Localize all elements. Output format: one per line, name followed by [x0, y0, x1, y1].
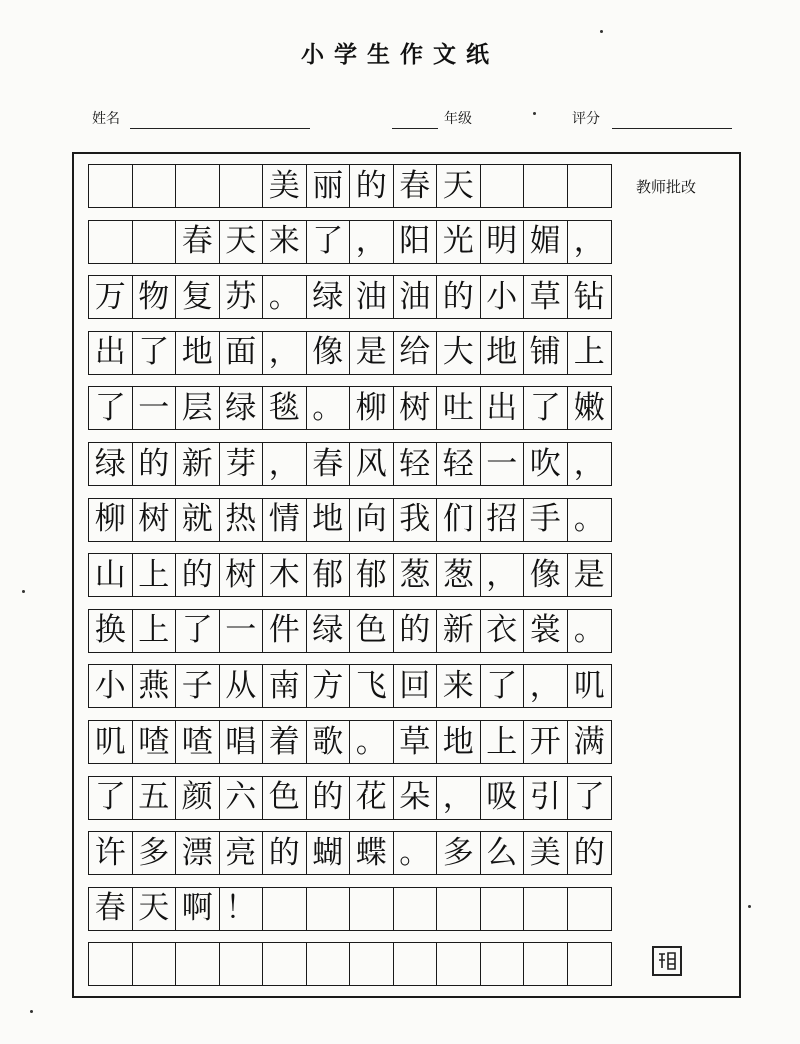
grid-cell: 新 — [176, 443, 220, 485]
grid-cell — [89, 165, 133, 207]
seal-stamp — [652, 946, 682, 976]
grid-cell: 芽 — [220, 443, 264, 485]
grid-cell: 面 — [220, 332, 264, 374]
grid-cell: 了 — [573, 779, 605, 816]
grid-cell: 天 — [133, 888, 177, 930]
grid-cell: ， — [573, 445, 605, 482]
grid-cell: 绿 — [307, 610, 351, 652]
grid-cell: 木 — [263, 554, 307, 596]
grade-label: 年级 — [444, 111, 472, 127]
grid-cell: 了 — [89, 387, 133, 429]
grid-cell: 叽 — [573, 667, 605, 704]
grid-cell: 了 — [89, 777, 133, 819]
grid-cell: 油 — [394, 276, 438, 318]
grid-cell: 子 — [176, 665, 220, 707]
grid-cell: ， — [263, 443, 307, 485]
grid-cell: 轻 — [394, 443, 438, 485]
grid-cell: 的 — [350, 165, 394, 207]
grid-cell: ， — [263, 332, 307, 374]
grid-cell — [220, 943, 264, 985]
grid-cell: 就 — [176, 499, 220, 541]
grid-cell — [220, 165, 264, 207]
grid-cell: 春 — [394, 165, 438, 207]
grid-cell: 上 — [573, 334, 605, 371]
grid-cell: 葱 — [437, 554, 481, 596]
grid-cell: 着 — [263, 721, 307, 763]
grid-cell: 吸 — [481, 777, 525, 819]
grid-row — [88, 442, 612, 486]
grid-cell: 从 — [220, 665, 264, 707]
grid-cell: 葱 — [394, 554, 438, 596]
grade-field-line[interactable] — [392, 128, 438, 129]
grid-cell: 大 — [437, 332, 481, 374]
grid-row — [88, 609, 612, 653]
grid-cell: 绿 — [220, 387, 264, 429]
grid-cell: 开 — [524, 721, 568, 763]
grid-row — [88, 331, 612, 375]
grid-cell: 蝴 — [307, 832, 351, 874]
grid-cell: 媚 — [524, 221, 568, 263]
grid-cell: 苏 — [220, 276, 264, 318]
grid-cell — [437, 943, 481, 985]
grid-cell: 裳 — [524, 610, 568, 652]
grid-row — [88, 220, 612, 264]
grid-cell: 钻 — [573, 278, 605, 315]
grid-cell — [394, 888, 438, 930]
grid-cell: 五 — [133, 777, 177, 819]
grid-cell: 地 — [481, 332, 525, 374]
grid-cell: 像 — [524, 554, 568, 596]
grid-cell — [176, 165, 220, 207]
grid-cell: 吐 — [437, 387, 481, 429]
grid-cell: 出 — [481, 387, 525, 429]
grid-cell — [524, 165, 568, 207]
grid-cell: 地 — [437, 721, 481, 763]
grid-cell — [568, 943, 612, 985]
grid-cell — [350, 888, 394, 930]
grid-cell: 树 — [394, 387, 438, 429]
grid-cell — [568, 165, 612, 207]
grid-cell: 了 — [176, 610, 220, 652]
grid-cell: 草 — [394, 721, 438, 763]
grid-cell — [481, 943, 525, 985]
grid-cell: 的 — [394, 610, 438, 652]
grid-cell: 许 — [89, 832, 133, 874]
grid-cell: 亮 — [220, 832, 264, 874]
grid-cell — [89, 221, 133, 263]
grid-cell: 热 — [220, 499, 264, 541]
grid-cell: 来 — [263, 221, 307, 263]
grid-cell: 轻 — [437, 443, 481, 485]
grid-cell: 啊 — [176, 888, 220, 930]
grid-cell: 树 — [133, 499, 177, 541]
grid-cell: 光 — [437, 221, 481, 263]
grid-cell: 朵 — [394, 777, 438, 819]
grid-cell: 春 — [176, 221, 220, 263]
grid-cell: 美 — [524, 832, 568, 874]
grid-cell: 铺 — [524, 332, 568, 374]
grid-cell: 歌 — [307, 721, 351, 763]
page-title: 小学生作文纸 — [301, 41, 499, 68]
grid-cell: ， — [524, 665, 568, 707]
grid-cell: 手 — [524, 499, 568, 541]
grid-cell — [133, 221, 177, 263]
grid-cell: ， — [437, 777, 481, 819]
grid-cell: 了 — [481, 665, 525, 707]
grid-cell: 上 — [133, 554, 177, 596]
grid-cell: 色 — [350, 610, 394, 652]
grid-cell: 么 — [481, 832, 525, 874]
grid-cell — [307, 888, 351, 930]
grid-cell: 层 — [176, 387, 220, 429]
grid-cell — [394, 943, 438, 985]
grid-cell: 件 — [263, 610, 307, 652]
grid-cell: 像 — [307, 332, 351, 374]
grid-cell: 油 — [350, 276, 394, 318]
grid-cell: 多 — [437, 832, 481, 874]
grid-cell: 草 — [524, 276, 568, 318]
grid-cell: 的 — [437, 276, 481, 318]
grid-cell: ， — [350, 221, 394, 263]
grid-cell: 绿 — [307, 276, 351, 318]
grid-row — [88, 386, 612, 430]
grid-cell: 多 — [133, 832, 177, 874]
grid-cell: 情 — [263, 499, 307, 541]
name-label: 姓名 — [92, 111, 120, 127]
grid-cell: 地 — [176, 332, 220, 374]
grid-cell: 们 — [437, 499, 481, 541]
grid-cell: 喳 — [133, 721, 177, 763]
grid-cell: 。 — [573, 612, 605, 649]
grid-cell — [89, 943, 133, 985]
grid-cell: 色 — [263, 777, 307, 819]
grid-cell: 我 — [394, 499, 438, 541]
grid-cell: 春 — [307, 443, 351, 485]
grid-cell: 绿 — [89, 443, 133, 485]
grid-cell — [307, 943, 351, 985]
grid-cell: 唱 — [220, 721, 264, 763]
grid-cell — [263, 943, 307, 985]
grid-cell: 蝶 — [350, 832, 394, 874]
grid-cell: 。 — [307, 387, 351, 429]
grid-cell — [481, 165, 525, 207]
grid-cell: 柳 — [89, 499, 133, 541]
grid-cell: 叽 — [89, 721, 133, 763]
grid-cell: 颜 — [176, 777, 220, 819]
grid-cell: 回 — [394, 665, 438, 707]
grid-cell: 柳 — [350, 387, 394, 429]
grid-cell: ， — [481, 554, 525, 596]
grid-cell: 新 — [437, 610, 481, 652]
grid-cell: 飞 — [350, 665, 394, 707]
grid-cell — [568, 888, 612, 930]
grid-row — [88, 831, 612, 875]
score-label: 评分 — [572, 111, 600, 127]
grid-row — [88, 498, 612, 542]
grid-cell: 方 — [307, 665, 351, 707]
grid-cell: ， — [573, 223, 605, 260]
grid-cell: 了 — [524, 387, 568, 429]
grid-cell: 小 — [89, 665, 133, 707]
grid-cell: 一 — [481, 443, 525, 485]
grid-cell: 。 — [350, 721, 394, 763]
grid-cell: 的 — [263, 832, 307, 874]
grid-cell: 。 — [573, 501, 605, 538]
grid-cell — [263, 888, 307, 930]
grid-cell: 向 — [350, 499, 394, 541]
grid-cell — [350, 943, 394, 985]
grid-cell: 春 — [89, 888, 133, 930]
grid-cell: 复 — [176, 276, 220, 318]
grid-cell: 喳 — [176, 721, 220, 763]
grid-cell: 地 — [307, 499, 351, 541]
teacher-comment-label: 教师批改 — [636, 178, 697, 196]
grid-cell: 郁 — [350, 554, 394, 596]
grid-cell: 是 — [350, 332, 394, 374]
grid-cell: 出 — [89, 332, 133, 374]
grid-cell: 风 — [350, 443, 394, 485]
grid-cell: 一 — [220, 610, 264, 652]
grid-cell — [481, 888, 525, 930]
grid-cell: 树 — [220, 554, 264, 596]
grid-cell: 了 — [307, 221, 351, 263]
score-field-line[interactable] — [612, 128, 732, 129]
grid-row — [88, 720, 612, 764]
grid-cell: 阳 — [394, 221, 438, 263]
grid-cell: 小 — [481, 276, 525, 318]
grid-cell: 满 — [573, 723, 605, 760]
grid-cell: 南 — [263, 665, 307, 707]
grid-cell: 的 — [133, 443, 177, 485]
grid-cell: 明 — [481, 221, 525, 263]
grid-row — [88, 664, 612, 708]
grid-row — [88, 164, 612, 208]
grid-cell: 了 — [133, 332, 177, 374]
grid-cell: 引 — [524, 777, 568, 819]
grid-cell: 的 — [573, 834, 605, 871]
grid-cell: 美 — [263, 165, 307, 207]
grid-cell: 上 — [133, 610, 177, 652]
grid-cell: 。 — [394, 832, 438, 874]
grid-cell — [133, 165, 177, 207]
grid-cell: 招 — [481, 499, 525, 541]
grid-cell: 花 — [350, 777, 394, 819]
grid-cell: 丽 — [307, 165, 351, 207]
grid-cell: 六 — [220, 777, 264, 819]
grid-cell: 天 — [437, 165, 481, 207]
grid-cell — [437, 888, 481, 930]
grid-cell: 山 — [89, 554, 133, 596]
grid-row — [88, 942, 612, 986]
grid-cell: 的 — [176, 554, 220, 596]
grid-cell: ！ — [220, 888, 264, 930]
grid-cell — [133, 943, 177, 985]
grid-cell: 物 — [133, 276, 177, 318]
grid-cell: 郁 — [307, 554, 351, 596]
grid-cell: 漂 — [176, 832, 220, 874]
grid-row — [88, 887, 612, 931]
grid-cell: 上 — [481, 721, 525, 763]
grid-cell — [524, 888, 568, 930]
grid-cell: 给 — [394, 332, 438, 374]
grid-cell: 换 — [89, 610, 133, 652]
grid-cell: 毯 — [263, 387, 307, 429]
grid-cell: 天 — [220, 221, 264, 263]
grid-cell — [176, 943, 220, 985]
grid-cell: 燕 — [133, 665, 177, 707]
grid-row — [88, 553, 612, 597]
grid-row — [88, 275, 612, 319]
grid-cell: 衣 — [481, 610, 525, 652]
grid-cell: 一 — [133, 387, 177, 429]
grid-cell: 。 — [263, 276, 307, 318]
grid-cell: 吹 — [524, 443, 568, 485]
grid-cell — [524, 943, 568, 985]
grid-cell: 的 — [307, 777, 351, 819]
grid-cell: 来 — [437, 665, 481, 707]
grid-cell: 嫩 — [573, 389, 605, 426]
name-field-line[interactable] — [130, 128, 310, 129]
grid-cell: 万 — [89, 276, 133, 318]
grid-row — [88, 776, 612, 820]
grid-cell: 是 — [573, 556, 605, 593]
